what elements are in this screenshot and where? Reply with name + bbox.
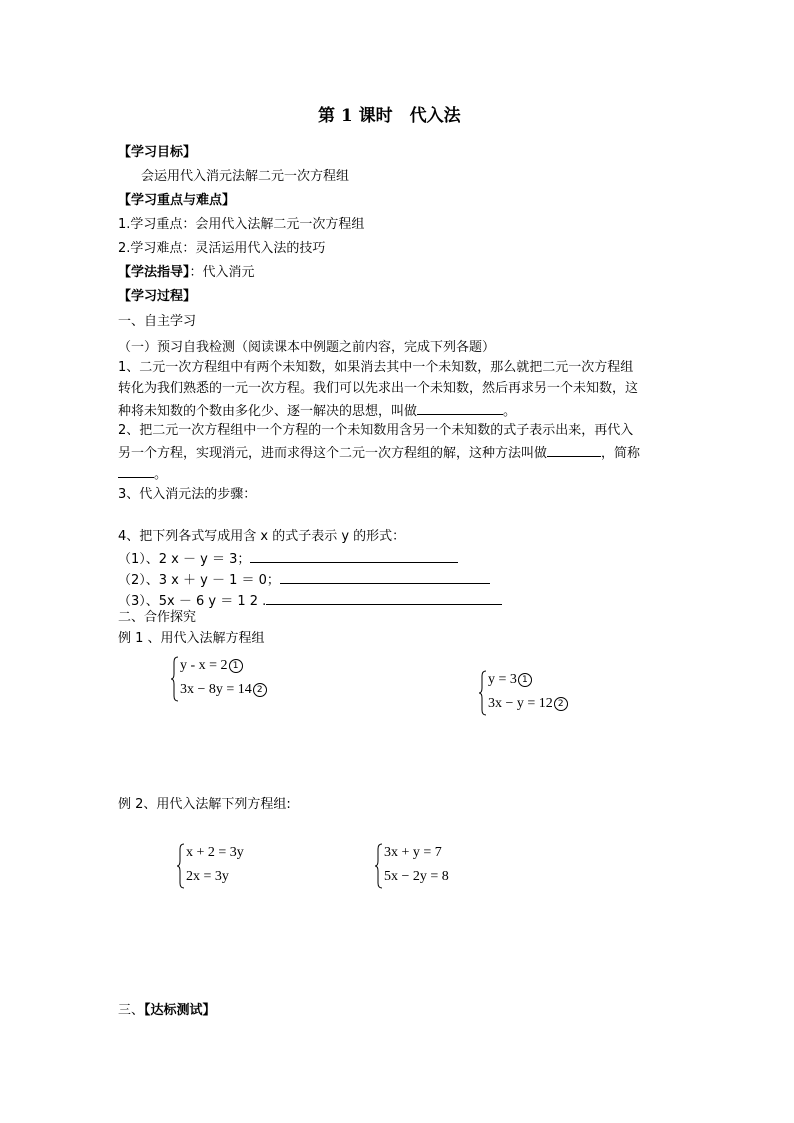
key-point-1: 1.学习重点：会用代入法解二元一次方程组 — [118, 217, 365, 232]
q2-line3-end: 。 — [154, 467, 168, 482]
objectives-text: 会运用代入消元法解二元一次方程组 — [141, 169, 350, 184]
answer-blank[interactable] — [250, 550, 458, 563]
q1-line3-end: 。 — [503, 404, 517, 419]
equation: 5x − 2y = 8 — [384, 869, 449, 884]
circled-number: 1 — [518, 673, 532, 687]
key-point-2: 2.学习难点：灵活运用代入法的技巧 — [118, 241, 326, 256]
equation: 3x − y = 12 — [488, 696, 553, 711]
q4-item-3-text: （3）、5x － 6 y ＝ 1 2 . — [118, 594, 267, 609]
section1-title: 一、自主学习 — [118, 314, 197, 329]
brace-icon — [478, 670, 487, 716]
answer-blank[interactable] — [118, 465, 154, 478]
equation: x + 2 = 3y — [186, 845, 244, 860]
answer-blank[interactable] — [547, 444, 601, 457]
equation: y - x = 2 — [180, 658, 228, 673]
section2-title: 二、合作探究 — [118, 610, 197, 625]
equation: 3x + y = 7 — [384, 845, 442, 860]
brace-icon — [176, 843, 185, 889]
equation: y = 3 — [488, 672, 517, 687]
q1-line1: 1、二元一次方程组中有两个未知数，如果消去其中一个未知数，那么就把二元一次方程组 — [118, 360, 634, 375]
q4-text: 4、把下列各式写成用含 x 的式子表示 y 的形式： — [118, 529, 406, 544]
q2-line2-text: 另一个方程，实现消元，进而求得这个二元一次方程组的解，这种方法叫做 — [118, 446, 548, 461]
q2-line3 — [118, 465, 167, 483]
brace-icon — [374, 843, 383, 889]
method-heading: 【学法指导】 — [118, 265, 190, 280]
answer-blank[interactable] — [266, 592, 502, 605]
q1-line3-text: 种将未知数的个数由多化少、逐一解决的思想，叫做 — [118, 404, 418, 419]
section1-subtitle: （一）预习自我检测（阅读课本中例题之前内容，完成下列各题） — [118, 340, 496, 355]
equation-system — [176, 843, 286, 889]
equation-system — [478, 670, 598, 716]
q4-item-2-text: （2）、3 x ＋ y － 1 ＝ 0； — [118, 573, 280, 588]
example1-title: 例 1 、用代入法解方程组 — [118, 631, 265, 646]
q4-item-1 — [118, 550, 458, 568]
process-heading: 【学习过程】 — [118, 289, 197, 304]
circled-number: 2 — [554, 697, 568, 711]
q3-text: 3、代入消元法的步骤： — [118, 487, 257, 502]
example2-title: 例 2、用代入法解下列方程组: — [118, 797, 291, 812]
method-text: ：代入消元 — [189, 265, 255, 280]
key-points-heading: 【学习重点与难点】 — [118, 193, 236, 208]
q4-item-2 — [118, 571, 490, 589]
circled-number: 2 — [253, 683, 267, 697]
q4-item-3 — [118, 592, 502, 610]
q2-line2 — [118, 444, 640, 462]
q1-line2: 转化为我们熟悉的一元一次方程。我们可以先求出一个未知数，然后再求另一个未知数，这 — [118, 381, 639, 396]
equation-system — [374, 843, 484, 889]
section3-prefix: 三、 — [118, 1003, 145, 1018]
answer-blank[interactable] — [417, 402, 503, 415]
equation: 2x = 3y — [186, 869, 229, 884]
method-line — [118, 265, 255, 281]
equation-system — [170, 656, 290, 702]
objectives-heading: 【学习目标】 — [118, 145, 197, 160]
equation: 3x − 8y = 14 — [180, 682, 252, 697]
q2-line1: 2、把二元一次方程组中一个方程的一个未知数用含另一个未知数的式子表示出来，再代入 — [118, 423, 634, 438]
q2-line2-end: ，简称 — [601, 446, 641, 461]
circled-number: 1 — [229, 659, 243, 673]
answer-blank[interactable] — [280, 571, 490, 584]
q1-line3 — [118, 402, 516, 420]
section3-title — [118, 1003, 216, 1019]
section3-heading: 【达标测试】 — [144, 1003, 216, 1018]
page-title: 第 1 课时 代入法 — [318, 106, 461, 126]
q4-item-1-text: （1）、2 x － y ＝ 3； — [118, 552, 251, 567]
brace-icon — [170, 656, 179, 702]
